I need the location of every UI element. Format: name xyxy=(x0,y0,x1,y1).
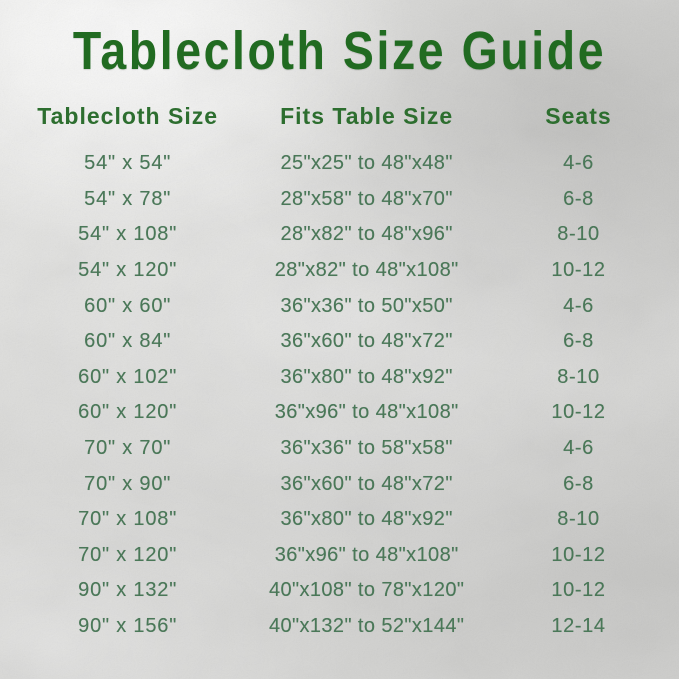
tablecloth-size-cell: 70" x 108" xyxy=(78,508,178,531)
table-row xyxy=(0,502,679,538)
tablecloth-size-cell: 54" x 108" xyxy=(78,223,178,246)
tablecloth-size-cell: 70" x 70" xyxy=(84,437,172,460)
column-header-fits-table-size: Fits Table Size xyxy=(280,102,454,129)
fits-table-size-cell: 36"x36" to 50"x50" xyxy=(280,294,453,317)
column-header-tablecloth-size: Tablecloth Size xyxy=(37,102,218,129)
tablecloth-size-cell: 70" x 120" xyxy=(78,543,178,566)
seats-cell: 10-12 xyxy=(551,543,606,566)
table-row xyxy=(0,146,679,182)
fits-table-size-cell: 36"x96" to 48"x108" xyxy=(274,401,459,424)
seats-cell: 4-6 xyxy=(563,294,594,317)
table-row xyxy=(0,182,679,218)
fits-table-size-cell: 36"x80" to 48"x92" xyxy=(280,365,453,388)
seats-cell: 8-10 xyxy=(557,508,600,531)
fits-table-size-cell: 25"x25" to 48"x48" xyxy=(280,152,453,175)
table-row xyxy=(0,360,679,396)
table-row xyxy=(0,253,679,289)
seats-cell: 12-14 xyxy=(551,615,606,638)
table-row xyxy=(0,573,679,609)
size-table xyxy=(0,100,679,644)
seats-cell: 4-6 xyxy=(563,437,594,460)
table-row xyxy=(0,609,679,645)
fits-table-size-cell: 40"x132" to 52"x144" xyxy=(268,615,465,638)
tablecloth-size-cell: 70" x 90" xyxy=(84,472,172,495)
fits-table-size-cell: 28"x58" to 48"x70" xyxy=(280,187,453,210)
seats-cell: 6-8 xyxy=(563,187,594,210)
fits-table-size-cell: 28"x82" to 48"x96" xyxy=(280,223,453,246)
table-row xyxy=(0,395,679,431)
seats-cell: 6-8 xyxy=(563,330,594,353)
table-row xyxy=(0,466,679,502)
table-row xyxy=(0,288,679,324)
tablecloth-size-cell: 60" x 102" xyxy=(78,365,178,388)
seats-cell: 10-12 xyxy=(551,579,606,602)
seats-cell: 10-12 xyxy=(551,401,606,424)
seats-cell: 10-12 xyxy=(551,259,606,282)
tablecloth-size-cell: 60" x 84" xyxy=(84,330,172,353)
tablecloth-size-cell: 54" x 54" xyxy=(84,152,172,175)
fits-table-size-cell: 36"x96" to 48"x108" xyxy=(274,543,459,566)
tablecloth-size-cell: 60" x 120" xyxy=(78,401,178,424)
size-table-body xyxy=(0,146,679,644)
seats-cell: 8-10 xyxy=(557,365,600,388)
fits-table-size-cell: 28"x82" to 48"x108" xyxy=(274,259,459,282)
page-title: Tablecloth Size Guide xyxy=(72,21,607,81)
tablecloth-size-cell: 54" x 120" xyxy=(78,259,178,282)
tablecloth-size-cell: 90" x 156" xyxy=(78,615,178,638)
fits-table-size-cell: 36"x36" to 58"x58" xyxy=(280,437,453,460)
table-row xyxy=(0,324,679,360)
column-header-seats: Seats xyxy=(545,102,612,129)
table-row xyxy=(0,217,679,253)
seats-cell: 6-8 xyxy=(563,472,594,495)
fits-table-size-cell: 36"x80" to 48"x92" xyxy=(280,508,453,531)
tablecloth-size-cell: 60" x 60" xyxy=(84,294,172,317)
table-row xyxy=(0,538,679,574)
table-header-row xyxy=(0,100,679,132)
tablecloth-size-cell: 90" x 132" xyxy=(78,579,178,602)
tablecloth-size-cell: 54" x 78" xyxy=(84,187,172,210)
fits-table-size-cell: 36"x60" to 48"x72" xyxy=(280,472,453,495)
seats-cell: 8-10 xyxy=(557,223,600,246)
table-row xyxy=(0,431,679,467)
fits-table-size-cell: 36"x60" to 48"x72" xyxy=(280,330,453,353)
seats-cell: 4-6 xyxy=(563,152,594,175)
fits-table-size-cell: 40"x108" to 78"x120" xyxy=(268,579,465,602)
